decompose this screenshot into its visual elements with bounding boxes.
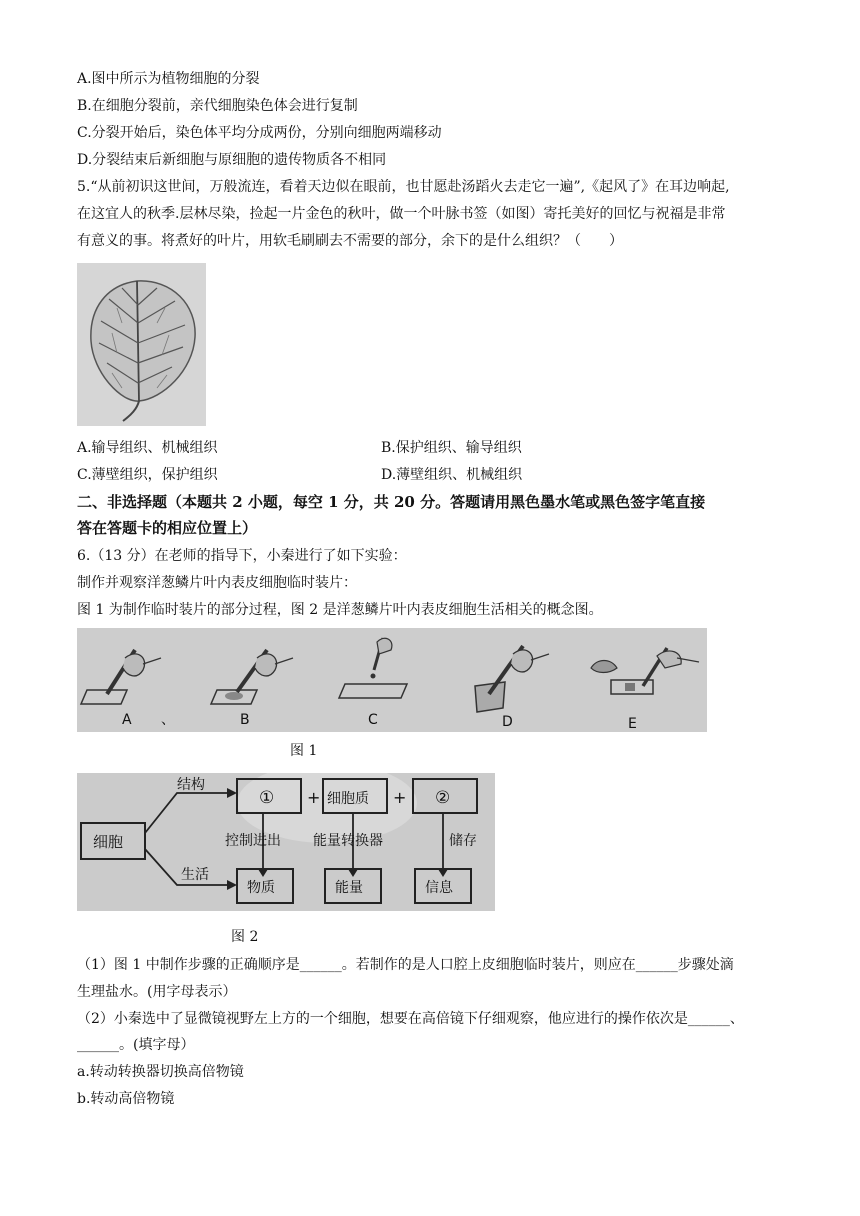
leaf-vein-bookmark-image (77, 263, 206, 426)
q6-intro-line3: 图 1 为制作临时装片的部分过程，图 2 是洋葱鳞片叶内表皮细胞生活相关的概念图。 (77, 602, 603, 618)
q6-sub2-line1: （2）小秦选中了显微镜视野左上方的一个细胞，想要在高倍镜下仔细观察，他应进行的操作依次是______、 (77, 1011, 744, 1027)
q6-sub1-line2: 生理盐水。(用字母表示） (77, 984, 237, 1000)
q5-option-b: B.保护组织、输导组织 (381, 440, 522, 456)
figure2-caption: 图 2 (231, 929, 259, 945)
fig2-plus-1: + (307, 788, 321, 807)
q5-option-a: A.输导组织、机械组织 (77, 440, 218, 456)
fig2-matter-label: 物质 (247, 880, 275, 896)
fig2-energy-converter-label: 能量转换器 (313, 833, 383, 849)
fig2-box2-label: ② (435, 788, 451, 808)
fig2-structure-label: 结构 (177, 777, 205, 793)
q6-intro-line2: 制作并观察洋葱鳞片叶内表皮细胞临时装片： (77, 575, 357, 591)
q4-option-a: A.图中所示为植物细胞的分裂 (77, 71, 260, 87)
fig2-control-label: 控制进出 (225, 833, 281, 849)
fig2-info-label: 信息 (425, 880, 453, 896)
q6-option-a: a.转动转换器切换高倍物镜 (77, 1064, 244, 1080)
q6-option-b: b.转动高倍物镜 (77, 1091, 175, 1107)
q5-text-line2: 在这宜人的秋季.层林尽染，捡起一片金色的秋叶，做一个叶脉书签（如图）寄托美好的回忆与祝福是非常 (77, 206, 726, 222)
q5-option-c: C.薄壁组织，保护组织 (77, 467, 218, 483)
fig1-label-b: B (240, 712, 250, 728)
fig2-cell-label: 细胞 (93, 833, 124, 851)
section2-heading-line2: 答在答题卡的相应位置上） (77, 519, 258, 537)
q6-intro-line1: 6.（13 分）在老师的指导下，小秦进行了如下实验： (77, 548, 407, 564)
section2-heading-line1: 二、非选择题（本题共 2 小题，每空 1 分，共 20 分。答题请用黑色墨水笔或黑色签字笔直接 (77, 493, 706, 511)
q5-text-line3: 有意义的事。将煮好的叶片，用软毛刷刷去不需要的部分，余下的是什么组织？（ ） (77, 233, 623, 249)
figure2-concept-map (77, 773, 495, 911)
fig2-box1-label: ① (259, 788, 275, 808)
q5-text-line1: 5.“从前初识这世间，万般流连，看着天边似在眼前，也甘愿赴汤蹈火去走它一遍”,《起风了》在耳边响起, (77, 179, 730, 195)
fig1-label-c: C (368, 712, 378, 728)
figure1-caption: 图 1 (290, 743, 318, 759)
fig2-life-label: 生活 (181, 867, 209, 883)
fig1-label-a: A (122, 712, 132, 728)
q6-sub2-line2: ______。(填字母） (77, 1037, 195, 1053)
fig1-label-e: E (628, 716, 637, 732)
fig2-cytoplasm-label: 细胞质 (327, 791, 369, 807)
fig2-energy-label: 能量 (335, 880, 363, 896)
fig2-plus-2: + (393, 788, 407, 807)
figure1-slide-preparation (77, 628, 707, 732)
q4-option-c: C.分裂开始后，染色体平均分成两份，分别向细胞两端移动 (77, 125, 442, 141)
q6-sub1-line1: （1）图 1 中制作步骤的正确顺序是______。若制作的是人口腔上皮细胞临时装片，则应在______步骤处滴 (77, 957, 734, 973)
q4-option-b: B.在细胞分裂前，亲代细胞染色体会进行复制 (77, 98, 358, 114)
fig2-store-label: 储存 (449, 833, 477, 849)
fig1-label-d: D (502, 714, 513, 730)
q5-option-d: D.薄壁组织、机械组织 (381, 467, 523, 483)
q4-option-d: D.分裂结束后新细胞与原细胞的遗传物质各不相同 (77, 152, 387, 168)
fig1-label-separator: 、 (161, 712, 175, 728)
